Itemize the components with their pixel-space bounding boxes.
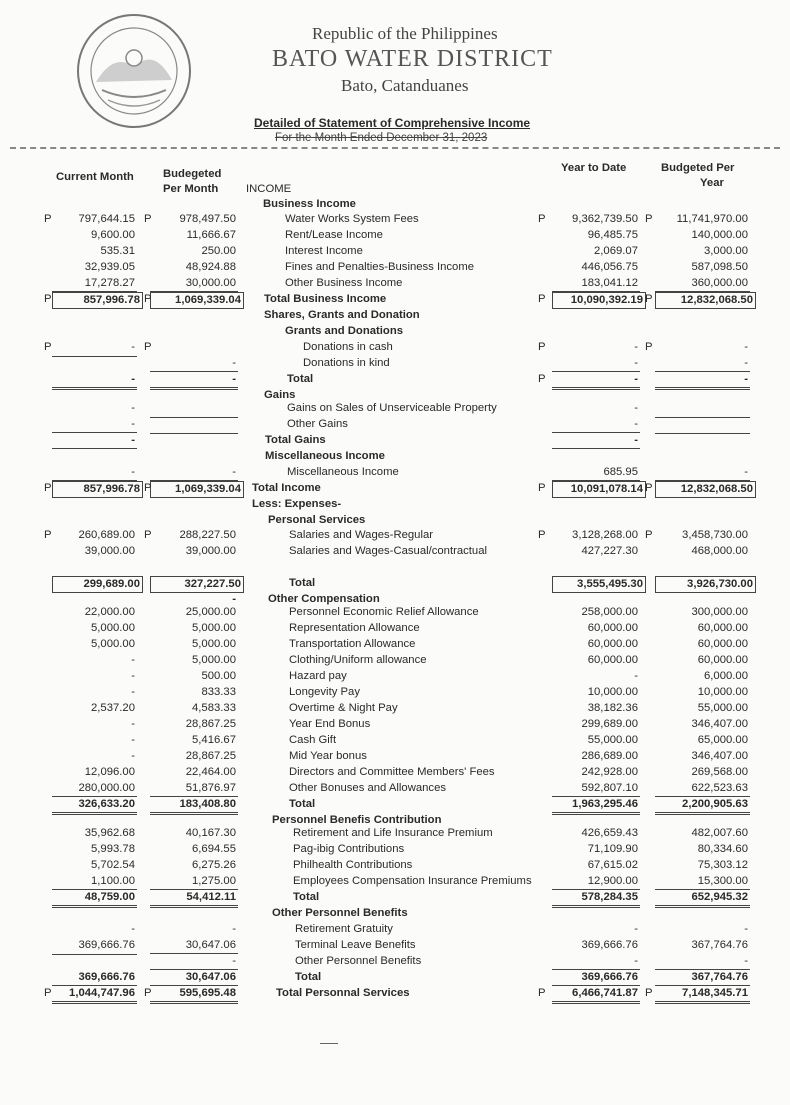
- amount-by: 55,000.00: [697, 702, 748, 714]
- district-name: BATO WATER DISTRICT: [272, 46, 553, 72]
- amount-by: 652,945.32: [655, 890, 750, 908]
- amount-ytd: -: [634, 923, 638, 935]
- amount-by: 367,764.76: [655, 970, 750, 986]
- amount-ytd: 1,963,295.46: [552, 797, 640, 815]
- row-label: Retirement and Life Insurance Premium: [293, 827, 493, 839]
- amount-ytd: -: [552, 954, 640, 970]
- peso-sign: P: [144, 529, 152, 541]
- amount-by: -: [744, 923, 748, 935]
- row-label: Donations in cash: [303, 341, 393, 353]
- amount-ytd: 578,284.35: [552, 890, 640, 908]
- row-label: Mid Year bonus: [289, 750, 367, 762]
- row-label: Terminal Leave Benefits: [295, 939, 416, 951]
- row-label: Interest Income: [285, 245, 363, 257]
- amount-ytd: 446,056.75: [581, 261, 638, 273]
- amount-cm: -: [131, 718, 135, 730]
- amount-ytd: 6,466,741.87: [552, 986, 640, 1004]
- row-label: Grants and Donations: [285, 325, 403, 337]
- amount-ytd: 10,090,392.19: [552, 292, 646, 309]
- amount-bm: 22,464.00: [185, 766, 236, 778]
- peso-sign: P: [144, 213, 152, 225]
- amount-bm: -: [150, 465, 238, 481]
- row-label: Total: [293, 891, 320, 903]
- amount-bm: 25,000.00: [185, 606, 236, 618]
- amount-by: 12,832,068.50: [655, 481, 756, 498]
- row-label: Fines and Penalties-Business Income: [285, 261, 475, 273]
- amount-cm: -: [52, 372, 137, 390]
- amount-cm: 5,000.00: [91, 638, 135, 650]
- amount-cm: 857,996.78: [52, 481, 143, 498]
- peso-sign: P: [645, 482, 653, 494]
- peso-sign: P: [44, 293, 52, 305]
- amount-bm: 1,275.00: [150, 874, 238, 890]
- amount-by: 75,303.12: [697, 859, 748, 871]
- amount-cm: -: [131, 750, 135, 762]
- amount-cm: 326,633.20: [52, 797, 137, 815]
- amount-by: 10,000.00: [697, 686, 748, 698]
- amount-bm: 28,867.25: [185, 750, 236, 762]
- amount-by: 7,148,345.71: [655, 986, 750, 1004]
- row-label: Total Income: [252, 482, 321, 494]
- peso-sign: P: [44, 341, 52, 353]
- row-label: Total: [289, 798, 316, 810]
- amount-ytd: 369,666.76: [552, 970, 640, 986]
- amount-ytd: 38,182.36: [587, 702, 638, 714]
- row-label: Year End Bonus: [289, 718, 371, 730]
- amount-cm: 9,600.00: [91, 229, 135, 241]
- amount-ytd: 299,689.00: [581, 718, 638, 730]
- amount-bm: 288,227.50: [179, 529, 236, 541]
- amount-cm: -: [131, 654, 135, 666]
- amount-cm: 12,096.00: [84, 766, 135, 778]
- amount-cm: -: [52, 433, 137, 449]
- amount-ytd: 67,615.02: [587, 859, 638, 871]
- amount-cm: -: [131, 670, 135, 682]
- amount-by: -: [655, 356, 750, 372]
- row-label: Other Personnel Benefits: [295, 955, 422, 967]
- amount-bm: 978,497.50: [179, 213, 236, 225]
- amount-ytd: 592,807.10: [552, 781, 640, 797]
- amount-by: 3,000.00: [704, 245, 748, 257]
- peso-sign: P: [144, 482, 152, 494]
- row-label: Other Compensation: [268, 593, 380, 605]
- amount-by: 3,458,730.00: [682, 529, 748, 541]
- amount-ytd: 96,485.75: [587, 229, 638, 241]
- amount-cm: 5,702.54: [91, 859, 135, 871]
- amount-by: 60,000.00: [697, 622, 748, 634]
- peso-sign: P: [44, 213, 52, 225]
- amount-ytd: -: [634, 341, 638, 353]
- row-label: Personnel Benefis Contribution: [272, 814, 442, 826]
- amount-ytd: 369,666.76: [581, 939, 638, 951]
- row-label: Gains: [264, 389, 296, 401]
- amount-by: 3,926,730.00: [655, 576, 756, 593]
- amount-bm: 30,647.06: [150, 938, 238, 954]
- row-label: Total Business Income: [264, 293, 387, 305]
- page-mark: [320, 1043, 338, 1044]
- peso-sign: P: [144, 341, 152, 353]
- amount-bm: -: [150, 356, 238, 372]
- amount-bm: 327,227.50: [150, 576, 244, 593]
- amount-cm: 369,666.76: [78, 939, 135, 951]
- peso-sign: P: [645, 529, 653, 541]
- amount-cm: 48,759.00: [52, 890, 137, 908]
- amount-cm: 797,644.15: [78, 213, 135, 225]
- amount-bm: 5,416.67: [192, 734, 236, 746]
- amount-cm: 35,962.68: [84, 827, 135, 839]
- amount-cm: 1,044,747.96: [52, 986, 137, 1004]
- amount-by: 269,568.00: [691, 766, 748, 778]
- amount-by: -: [655, 372, 750, 390]
- amount-ytd: 71,109.90: [587, 843, 638, 855]
- row-label: Personnel Economic Relief Allowance: [289, 606, 479, 618]
- row-label: Employees Compensation Insurance Premiums: [293, 875, 532, 887]
- amount-by: -: [655, 465, 750, 481]
- row-label: Miscellaneous Income: [287, 466, 399, 478]
- row-label: Cash Gift: [289, 734, 337, 746]
- amount-by: 65,000.00: [697, 734, 748, 746]
- row-label: Directors and Committee Members' Fees: [289, 766, 495, 778]
- row-label: Other Bonuses and Allowances: [289, 782, 446, 794]
- amount-by: 80,334.60: [697, 843, 748, 855]
- amount-cm: 299,689.00: [52, 576, 143, 593]
- row-label: Other Gains: [287, 418, 348, 430]
- peso-sign: P: [144, 293, 152, 305]
- amount-by: 622,523.63: [655, 781, 750, 797]
- peso-sign: P: [44, 482, 52, 494]
- amount-ytd: 60,000.00: [587, 638, 638, 650]
- amount-by: 346,407.00: [691, 718, 748, 730]
- amount-by: 6,000.00: [704, 670, 748, 682]
- peso-sign: P: [538, 529, 546, 541]
- amount-by: 11,741,970.00: [676, 213, 748, 225]
- amount-bm: 5,000.00: [192, 622, 236, 634]
- amount-cm: 32,939.05: [84, 261, 135, 273]
- amount-ytd: 9,362,739.50: [572, 213, 638, 225]
- row-label: Salaries and Wages-Casual/contractual: [289, 545, 488, 557]
- amount-ytd: 60,000.00: [587, 654, 638, 666]
- row-label: Overtime & Night Pay: [289, 702, 398, 714]
- amount-by: 15,300.00: [655, 874, 750, 890]
- amount-bm: 6,275.26: [192, 859, 236, 871]
- row-label: Business Income: [263, 198, 356, 210]
- amount-bm: 39,000.00: [185, 545, 236, 557]
- peso-sign: P: [538, 987, 546, 999]
- amount-ytd: 258,000.00: [581, 606, 638, 618]
- amount-ytd: 10,000.00: [587, 686, 638, 698]
- amount-bm: 5,000.00: [192, 654, 236, 666]
- amount-cm: -: [131, 734, 135, 746]
- row-label: Total: [289, 577, 316, 589]
- statement-title: Detailed of Statement of Comprehensive Income: [254, 116, 531, 130]
- amount-ytd: 60,000.00: [587, 622, 638, 634]
- amount-cm: 5,993.78: [91, 843, 135, 855]
- amount-by: 360,000.00: [655, 276, 750, 292]
- amount-bm: -: [150, 954, 238, 970]
- amount-ytd: 55,000.00: [587, 734, 638, 746]
- peso-sign: P: [645, 341, 653, 353]
- amount-bm: 40,167.30: [185, 827, 236, 839]
- amount-by: 367,764.76: [691, 939, 748, 951]
- amount-ytd: 685.95: [552, 465, 640, 481]
- amount-by: 60,000.00: [697, 638, 748, 650]
- amount-cm: 857,996.78: [52, 292, 143, 309]
- row-label: Total Personnal Services: [276, 987, 410, 999]
- amount-ytd: 12,900.00: [552, 874, 640, 890]
- amount-bm: [150, 417, 238, 418]
- amount-bm: -: [232, 923, 236, 935]
- amount-ytd: -: [552, 372, 640, 390]
- amount-by: 300,000.00: [691, 606, 748, 618]
- amount-cm: 260,689.00: [78, 529, 135, 541]
- amount-ytd: 286,689.00: [581, 750, 638, 762]
- amount-by: 468,000.00: [691, 545, 748, 557]
- amount-cm: 5,000.00: [91, 622, 135, 634]
- amount-bm: 5,000.00: [192, 638, 236, 650]
- amount-by: [655, 433, 750, 434]
- amount-bm: 54,412.11: [150, 890, 238, 908]
- col-budgeted-year-1: Budgeted Per: [661, 162, 735, 174]
- amount-bm: 595,695.48: [150, 986, 238, 1004]
- amount-bm: -: [232, 593, 236, 605]
- amount-by: 482,007.60: [691, 827, 748, 839]
- peso-sign: P: [645, 213, 653, 225]
- row-label: Representation Allowance: [289, 622, 420, 634]
- amount-cm: -: [131, 923, 135, 935]
- col-budgeted-month-2: Per Month: [163, 183, 219, 195]
- row-label: Personal Services: [268, 514, 366, 526]
- amount-bm: 51,876.97: [150, 781, 238, 797]
- peso-sign: P: [44, 529, 52, 541]
- row-label: Shares, Grants and Donation: [264, 309, 420, 321]
- amount-ytd: -: [634, 670, 638, 682]
- amount-cm: -: [131, 686, 135, 698]
- row-label: Other Business Income: [285, 277, 403, 289]
- republic-heading: Republic of the Philippines: [312, 24, 498, 43]
- amount-bm: 30,000.00: [150, 276, 238, 292]
- amount-cm: 39,000.00: [84, 545, 135, 557]
- peso-sign: P: [645, 987, 653, 999]
- peso-sign: P: [538, 482, 546, 494]
- statement-period: For the Month Ended December 31, 2023: [275, 132, 488, 144]
- amount-bm: 11,666.67: [186, 229, 236, 241]
- amount-cm: 17,278.27: [52, 276, 137, 292]
- row-label: Gains on Sales of Unserviceable Property: [287, 402, 497, 414]
- peso-sign: P: [44, 987, 52, 999]
- amount-ytd: 427,227.30: [581, 545, 638, 557]
- amount-cm: 369,666.76: [52, 970, 137, 986]
- peso-sign: P: [538, 213, 546, 225]
- amount-by: 346,407.00: [691, 750, 748, 762]
- amount-bm: 250.00: [201, 245, 236, 257]
- amount-bm: 30,647.06: [150, 970, 238, 986]
- amount-bm: 4,583.33: [192, 702, 236, 714]
- amount-ytd: -: [552, 417, 640, 433]
- row-label: Other Personnel Benefits: [272, 907, 408, 919]
- amount-cm: -: [131, 402, 135, 414]
- peso-sign: P: [645, 293, 653, 305]
- amount-ytd: 3,555,495.30: [552, 576, 646, 593]
- amount-bm: 1,069,339.04: [150, 481, 244, 498]
- amount-by: 60,000.00: [697, 654, 748, 666]
- row-label: Hazard pay: [289, 670, 347, 682]
- district-seal-logo: [74, 12, 194, 130]
- amount-bm: 48,924.88: [185, 261, 236, 273]
- row-label: Longevity Pay: [289, 686, 360, 698]
- amount-ytd: 2,069.07: [594, 245, 638, 257]
- peso-sign: P: [538, 373, 546, 385]
- amount-bm: 833.33: [201, 686, 236, 698]
- row-label: INCOME: [246, 183, 292, 195]
- amount-bm: 28,867.25: [185, 718, 236, 730]
- amount-ytd: 242,928.00: [581, 766, 638, 778]
- header-rule: [10, 147, 780, 149]
- row-label: Miscellaneous Income: [265, 450, 385, 462]
- district-location: Bato, Catanduanes: [341, 76, 469, 95]
- row-label: Rent/Lease Income: [285, 229, 383, 241]
- amount-cm: 280,000.00: [52, 781, 137, 797]
- row-label: Total: [295, 971, 322, 983]
- amount-cm: [52, 954, 137, 955]
- amount-bm: 1,069,339.04: [150, 292, 244, 309]
- row-label: Transportation Allowance: [289, 638, 416, 650]
- amount-by: 12,832,068.50: [655, 292, 756, 309]
- amount-by: -: [744, 341, 748, 353]
- amount-ytd: -: [552, 433, 640, 449]
- amount-bm: -: [150, 372, 238, 390]
- amount-ytd: 10,091,078.14: [552, 481, 646, 498]
- peso-sign: P: [538, 341, 546, 353]
- row-label: Pag-ibig Contributions: [293, 843, 405, 855]
- col-budgeted-month-1: Budegeted: [163, 168, 222, 180]
- amount-by: [655, 417, 750, 418]
- amount-cm: 2,537.20: [91, 702, 135, 714]
- amount-cm: 1,100.00: [52, 874, 137, 890]
- amount-by: 2,200,905.63: [655, 797, 750, 815]
- amount-cm: -: [131, 341, 135, 353]
- amount-bm: 183,408.80: [150, 797, 238, 815]
- col-current-month: Current Month: [56, 171, 134, 183]
- row-label: Total: [287, 373, 314, 385]
- row-label: Clothing/Uniform allowance: [289, 654, 427, 666]
- amount-bm: 500.00: [201, 670, 236, 682]
- row-label: Less: Expenses-: [252, 498, 342, 510]
- row-label: Total Gains: [265, 434, 326, 446]
- amount-cm: [52, 356, 137, 357]
- amount-cm: 535.31: [100, 245, 135, 257]
- amount-by: -: [655, 954, 750, 970]
- row-label: Philhealth Contributions: [293, 859, 413, 871]
- amount-bm: 6,694.55: [192, 843, 236, 855]
- amount-ytd: -: [634, 402, 638, 414]
- amount-bm: [150, 433, 238, 434]
- amount-by: 587,098.50: [691, 261, 748, 273]
- row-label: Salaries and Wages-Regular: [289, 529, 434, 541]
- amount-by: 140,000.00: [691, 229, 748, 241]
- row-label: Retirement Gratuity: [295, 923, 393, 935]
- amount-ytd: 183,041.12: [552, 276, 640, 292]
- peso-sign: P: [144, 987, 152, 999]
- amount-cm: 22,000.00: [84, 606, 135, 618]
- col-year-to-date: Year to Date: [561, 162, 627, 174]
- row-label: Water Works System Fees: [285, 213, 419, 225]
- amount-cm: -: [52, 465, 137, 481]
- peso-sign: P: [538, 293, 546, 305]
- col-budgeted-year-2: Year: [700, 177, 724, 189]
- amount-ytd: 3,128,268.00: [572, 529, 638, 541]
- amount-cm: -: [52, 417, 137, 433]
- amount-ytd: -: [552, 356, 640, 372]
- row-label: Donations in kind: [303, 357, 390, 369]
- amount-ytd: 426,659.43: [581, 827, 638, 839]
